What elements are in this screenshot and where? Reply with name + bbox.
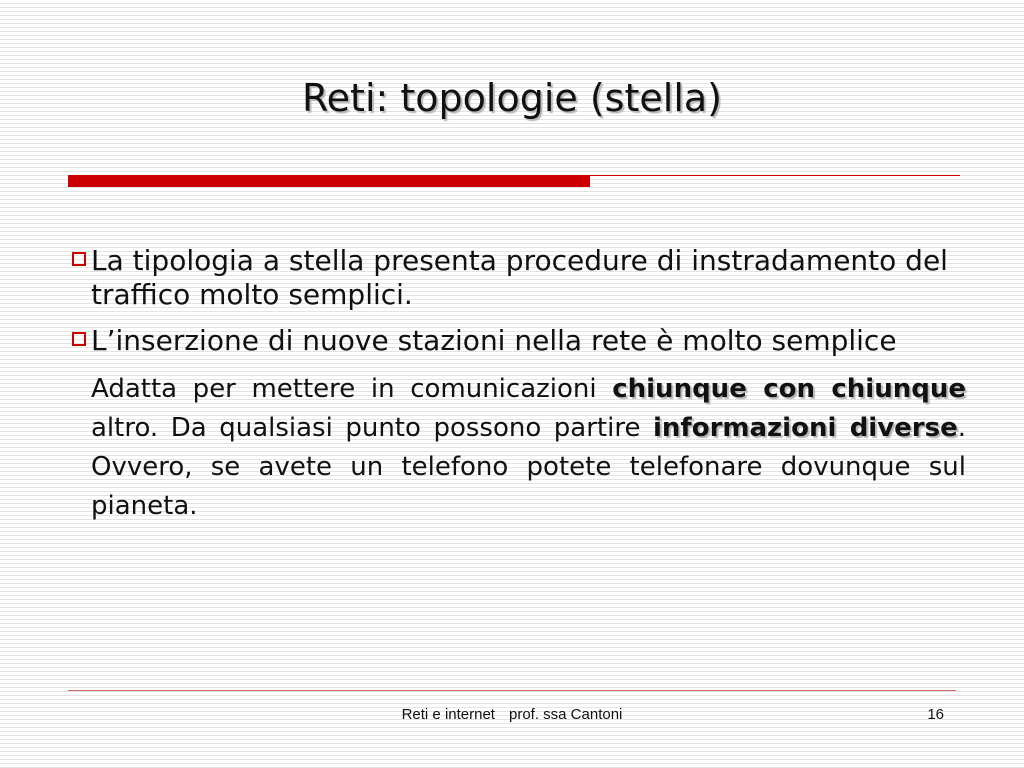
bullet-text: L’inserzione di nuove stazioni nella rete è molto semplice bbox=[91, 324, 897, 357]
footer bbox=[0, 706, 1024, 723]
paragraph-text: Adatta per mettere in comunicazioni bbox=[91, 374, 613, 404]
emphasis-text: chiunque con chiunque bbox=[612, 374, 966, 404]
footer-author: prof. ssa Cantoni bbox=[508, 706, 623, 723]
paragraph-text: altro. Da qualsiasi punto possono partire bbox=[91, 413, 653, 443]
slide-content bbox=[70, 244, 970, 552]
paragraph-text: . Ovvero, se avete un telefono potete telefonare dovunque sul pianeta. bbox=[91, 413, 966, 521]
bullet-item bbox=[70, 244, 970, 312]
emphasis-text: informazioni diverse bbox=[652, 413, 958, 443]
footer-course: Reti e internet bbox=[401, 706, 495, 723]
bullet-item bbox=[70, 324, 970, 358]
slide-title: Reti: topologie (stella) bbox=[301, 76, 722, 120]
footer-divider bbox=[68, 690, 956, 691]
title-underline-thick bbox=[68, 175, 590, 187]
square-bullet-icon bbox=[72, 332, 86, 346]
title-underline-thin bbox=[590, 175, 960, 176]
bullet-text: La tipologia a stella presenta procedure di instradamento del traffico molto semplici. bbox=[91, 244, 948, 311]
page-number: 16 bbox=[927, 706, 944, 723]
body-paragraph bbox=[91, 370, 966, 526]
square-bullet-icon bbox=[72, 252, 86, 266]
